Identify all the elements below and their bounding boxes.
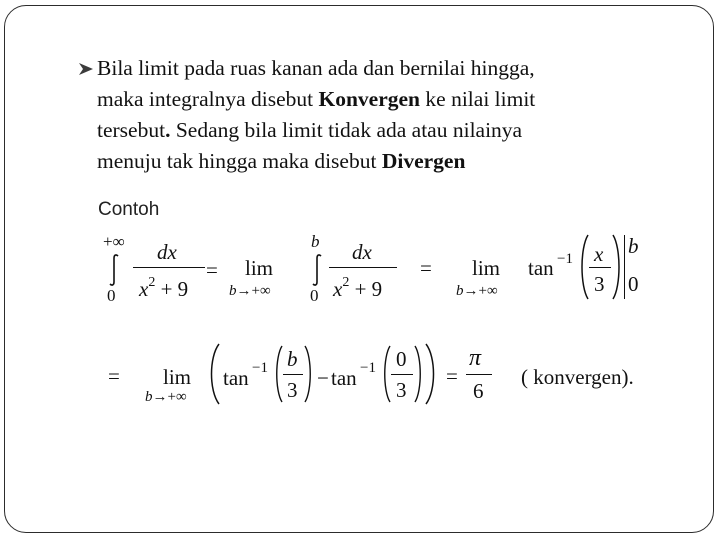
example-label: Contoh (98, 199, 160, 220)
lim-subscript: b→+∞ (456, 283, 498, 299)
right-paren-icon (425, 343, 437, 405)
right-paren-icon (414, 345, 423, 403)
bullet-line (77, 115, 667, 146)
integral-sign-icon (310, 253, 324, 287)
left-paren-icon (208, 343, 220, 405)
fraction-bar (589, 267, 611, 268)
fraction-denominator: $x^2 + 9$ (333, 275, 383, 301)
integral-upper-limit: +∞ (103, 232, 125, 251)
convergence-note: ( konvergen). (521, 365, 634, 389)
fraction-denominator: 3 (594, 272, 605, 296)
bullet-paragraph (77, 53, 667, 177)
equals-sign: = (108, 364, 120, 388)
fraction-b-over-3 (283, 348, 303, 400)
fraction-numerator: π (469, 345, 482, 371)
fraction-numerator: dx (157, 240, 177, 264)
left-paren-icon (274, 345, 283, 403)
bullet-text: maka integralnya disebut (97, 87, 319, 111)
inverse-exponent: −1 (360, 360, 376, 376)
integral-lower-limit: 0 (107, 286, 116, 305)
fraction-denominator: 3 (396, 378, 407, 402)
fraction-x-over-3 (589, 240, 611, 296)
inverse-exponent: −1 (252, 360, 268, 376)
minus-sign: − (317, 366, 329, 390)
evaluation-bar (624, 235, 625, 299)
lim-operator: lim (163, 365, 192, 389)
bullet-line (77, 146, 667, 177)
lim-operator: lim (472, 256, 501, 280)
equals-sign: = (446, 364, 458, 388)
bullet-line (77, 53, 667, 84)
fraction-numerator: dx (352, 240, 372, 264)
term-konvergen: Konvergen (318, 87, 421, 111)
bullet-text: menuju tak hingga maka disebut (97, 149, 382, 173)
fraction-dx-over-x2plus9 (133, 240, 205, 301)
bullet-text: ke nilai limit (420, 87, 536, 111)
lim-operator: lim (245, 256, 274, 280)
fraction-bar (391, 374, 413, 375)
fraction-bar (283, 374, 303, 375)
fraction-dx-over-x2plus9 (329, 240, 397, 301)
lim-subscript: b→+∞ (229, 283, 271, 299)
integral-upper-limit: b (311, 232, 320, 251)
inverse-exponent: −1 (557, 251, 573, 267)
fraction-pi-over-6 (466, 346, 492, 402)
left-paren-icon (382, 345, 391, 403)
fraction-numerator: 0 (396, 347, 407, 371)
equals-sign: = (420, 256, 432, 280)
left-paren-icon (579, 234, 589, 300)
fraction-0-over-3 (391, 348, 413, 400)
fraction-numerator: x (594, 242, 604, 266)
lim-subscript: b→+∞ (145, 389, 187, 405)
fraction-numerator: b (287, 347, 298, 371)
integral-sign-icon (107, 253, 121, 287)
fraction-bar (329, 267, 397, 268)
bullet-text: Sedang bila limit tidak ada atau nilainya (170, 118, 523, 142)
evaluation-upper: b (628, 234, 639, 258)
fraction-bar (133, 267, 205, 268)
bullet-line (77, 84, 667, 115)
right-paren-icon (612, 234, 622, 300)
tan-function: tan (331, 366, 357, 390)
bold-period: . (165, 118, 171, 142)
term-divergen: Divergen (381, 149, 466, 173)
bullet-text: Bila limit pada ruas kanan ada dan bernilai hingga, (97, 56, 535, 80)
integral-lower-limit: 0 (310, 286, 319, 305)
right-paren-icon (304, 345, 313, 403)
fraction-denominator: 3 (287, 378, 298, 402)
fraction-bar (466, 374, 492, 375)
bullet-arrow-icon (77, 53, 97, 84)
tan-function: tan (223, 366, 249, 390)
fraction-denominator: $x^2 + 9$ (139, 275, 189, 301)
fraction-denominator: 6 (473, 379, 484, 403)
tan-function: tan (528, 256, 554, 280)
equals-sign: = (206, 258, 218, 282)
evaluation-lower: 0 (628, 272, 639, 296)
bullet-text: tersebut (97, 118, 166, 142)
